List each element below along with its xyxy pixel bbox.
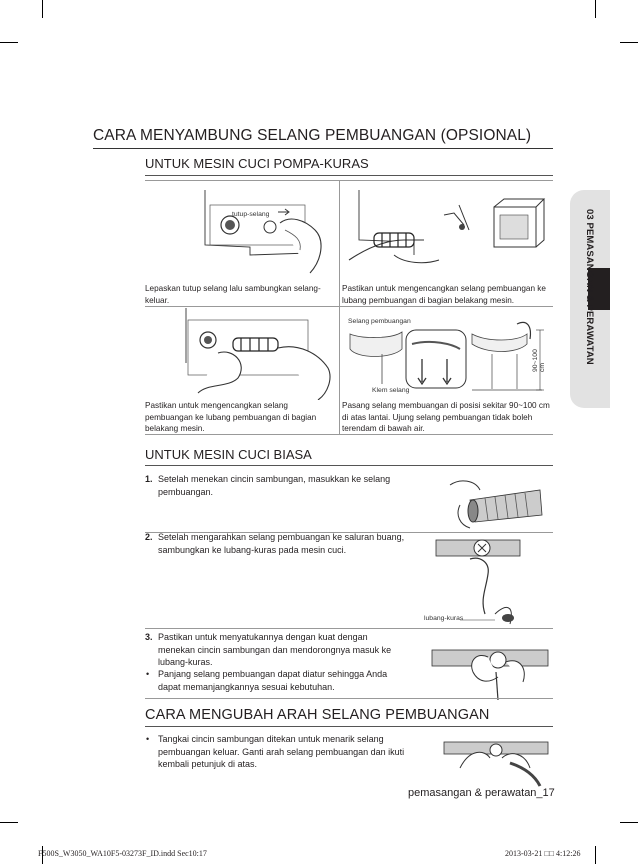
regular-section-rule (145, 465, 553, 466)
print-footer-left: F500S_W3050_WA10F5-03273F_ID.indd Sec10:17 (38, 849, 207, 858)
grid-divider (339, 306, 340, 434)
step-number: 1. (145, 474, 153, 484)
caption-step-d: Pasang selang membuangan di posisi sekitar 90~100 cm di atas lantai. Ujung selang pembuangan tidak boleh terendam di bawah air. (342, 401, 550, 433)
illustration-connect-drain-hose (344, 185, 546, 280)
page-footer: pemasangan & perawatan_17 (408, 787, 555, 799)
section-title-rule (93, 148, 553, 149)
chapter-side-label: 03 PEMASANGAN & PERAWATAN (584, 209, 595, 365)
bullet-marker: • (146, 669, 150, 679)
crop-mark (0, 42, 18, 43)
step-divider (145, 698, 553, 699)
illustration-push-ring (428, 632, 552, 700)
crop-mark (620, 822, 638, 823)
illustration-insert-ring (440, 470, 552, 532)
step-number: 2. (145, 532, 153, 542)
crop-mark (595, 846, 596, 864)
label-drain-hose: Selang pembuangan (348, 318, 411, 325)
crop-mark (595, 0, 596, 18)
caption-step-b: Pastikan untuk mengencangkan selang pembuangan ke lubang pembuangan di bagian belakang mesin. (342, 284, 546, 305)
regular-section-title: UNTUK MESIN CUCI BIASA (145, 447, 312, 462)
bullet-text: Tangkai cincin sambungan ditekan untuk menarik selang pembuangan keluar. Ganti arah selang pembuangan dan ikuti kembali petunjuk di atas. (158, 734, 405, 769)
grid-divider (339, 180, 340, 306)
step-text: Pastikan untuk menyatukannya dengan kuat dengan menekan cincin sambungan dan mendorongnya masuk ke lubang-kuras. (158, 632, 392, 667)
pump-section-title: UNTUK MESIN CUCI POMPA-KURAS (145, 156, 369, 171)
crop-mark (0, 822, 18, 823)
label-hose-cap: tutup-selang (232, 211, 270, 218)
print-footer-right: 2013-03-21 □□ 4:12:26 (505, 849, 581, 858)
crop-mark (620, 42, 638, 43)
grid-line (145, 180, 553, 181)
illustration-tighten-drain-hose (178, 308, 338, 400)
illustration-remove-hose-cap (190, 185, 330, 280)
pump-section-rule (145, 175, 553, 176)
change-section-rule (145, 726, 553, 727)
step-text: Setelah mengarahkan selang pembuangan ke saluran buang, sambungkan ke lubang-kuras pada mesin cuci. (158, 532, 405, 555)
step-number: 3. (145, 632, 153, 642)
label-height-range: 90~100 cm (532, 349, 546, 372)
illustration-change-direction (440, 728, 552, 788)
change-section-title: CARA MENGUBAH ARAH SELANG PEMBUANGAN (145, 707, 490, 723)
label-hose-clamp: Klem selang (372, 387, 410, 394)
step-text: Setelah menekan cincin sambungan, masukkan ke selang pembuangan. (158, 474, 391, 497)
section-title: CARA MENYAMBUNG SELANG PEMBUANGAN (OPSIONAL) (93, 127, 532, 144)
illustration-hose-height (342, 314, 554, 400)
grid-line (145, 306, 553, 307)
bullet-marker: • (146, 734, 150, 744)
caption-step-a: Lepaskan tutup selang lalu sambungkan selang-keluar. (145, 284, 321, 305)
label-drain-hole: lubang-kuras (424, 615, 464, 622)
bullet-text: Panjang selang pembuangan dapat diatur sehingga Anda dapat memanjangkannya sesuai kebutuhan. (158, 669, 388, 692)
crop-mark (42, 0, 43, 18)
step-divider (145, 628, 553, 629)
caption-step-c: Pastikan untuk mengencangkan selang pembuangan ke lubang pembuangan di bagian belakang mesin. (145, 401, 317, 433)
